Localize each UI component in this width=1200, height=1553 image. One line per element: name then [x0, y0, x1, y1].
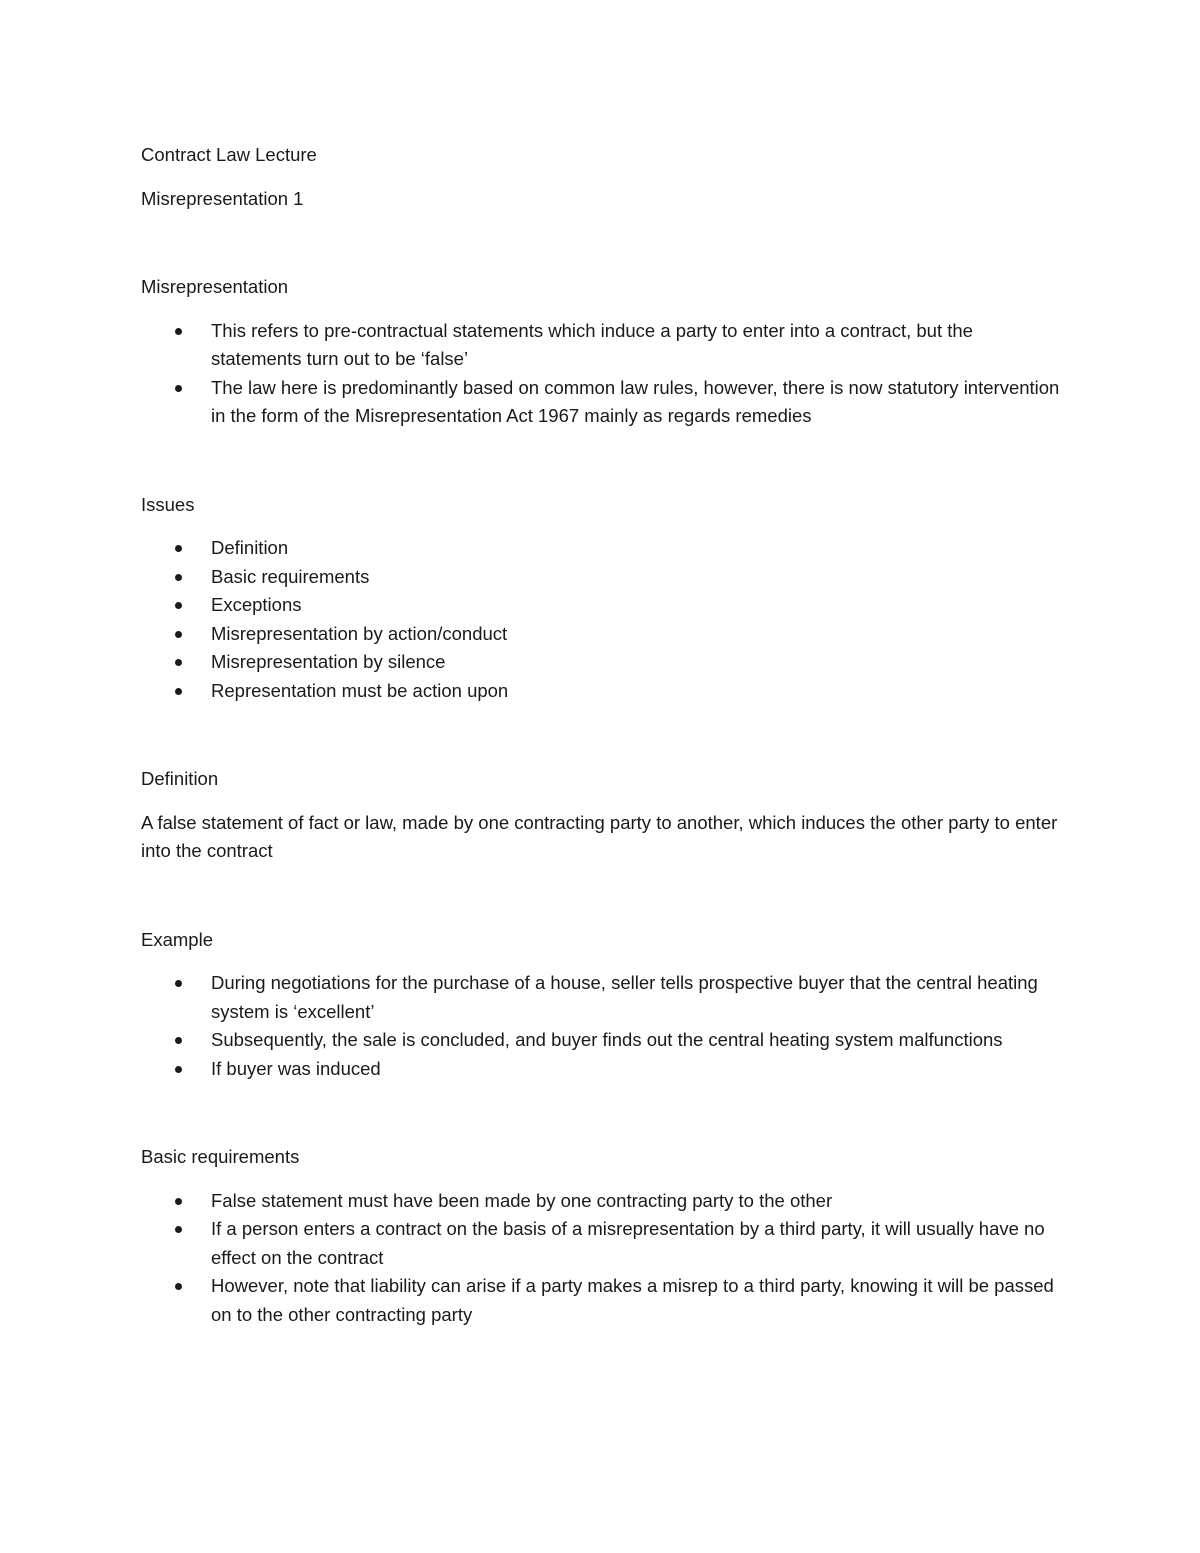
document-subtitle: Misrepresentation 1 — [141, 187, 304, 209]
list-item-text: If a person enters a contract on the basis of a misrepresentation by a third party, it will usually have no effect on the contract — [211, 1218, 1045, 1268]
bullet-icon — [175, 631, 182, 638]
section-heading-definition: Definition — [141, 768, 219, 789]
list-item-text: Definition — [211, 537, 289, 558]
list-item — [141, 620, 1061, 649]
list-item — [141, 317, 1061, 374]
list-item-text: Misrepresentation by action/conduct — [211, 622, 508, 644]
list-item — [141, 374, 1061, 431]
list-item-text: Representation must be action upon — [211, 679, 509, 701]
list-item-text: Subsequently, the sale is concluded, and buyer finds out the central heating system malfunctions — [211, 1029, 1003, 1050]
bullet-icon — [175, 602, 182, 609]
spacer — [141, 431, 1061, 491]
spacer — [141, 705, 1061, 765]
list-item — [141, 648, 1061, 677]
bullet-icon — [175, 1066, 182, 1073]
spacer — [141, 213, 1061, 273]
spacer — [141, 170, 1061, 185]
list-item — [141, 591, 1061, 620]
bullet-icon — [175, 385, 182, 392]
spacer — [141, 1172, 1061, 1187]
spacer — [141, 302, 1061, 317]
list-item — [141, 1272, 1061, 1329]
list-item — [141, 969, 1061, 1026]
section-heading-basic-requirements: Basic requirements — [141, 1146, 300, 1167]
bullet-icon — [175, 1226, 182, 1233]
list-item — [141, 1215, 1061, 1272]
list-item-text: However, note that liability can arise if a party makes a misrep to a third party, knowing it will be passed on to the other contracting party — [211, 1275, 1054, 1325]
bullet-icon — [175, 545, 182, 552]
list-item — [141, 1055, 1061, 1084]
basic-requirements-bullet-list — [141, 1187, 1061, 1330]
list-item-text: Basic requirements — [211, 565, 370, 587]
list-item-text: If buyer was induced — [211, 1057, 381, 1079]
bullet-icon — [175, 1283, 182, 1290]
spacer — [141, 954, 1061, 969]
list-item — [141, 563, 1061, 592]
bullet-icon — [175, 328, 182, 335]
list-item — [141, 677, 1061, 706]
list-item-text: The law here is predominantly based on common law rules, however, there is now statutory intervention in the form of the Misrepresentation Act 1967 mainly as regards remedies — [211, 376, 1060, 426]
list-item-text: This refers to pre-contractual statements which induce a party to enter into a contract, but the statements turn out to be ‘false’ — [211, 319, 973, 369]
bullet-icon — [175, 980, 182, 987]
bullet-icon — [175, 659, 182, 666]
document-body — [141, 141, 1061, 1329]
section-heading-misrepresentation: Misrepresentation — [141, 276, 289, 297]
section-heading-example: Example — [141, 928, 213, 950]
list-item — [141, 1026, 1061, 1055]
list-item — [141, 534, 1061, 563]
list-item-text: During negotiations for the purchase of a house, seller tells prospective buyer that the central heating system is ‘excellent’ — [211, 972, 1038, 1022]
list-item-text: False statement must have been made by one contracting party to the other — [211, 1189, 833, 1211]
spacer — [141, 866, 1061, 926]
spacer — [141, 519, 1061, 534]
list-item-text: Exceptions — [211, 594, 302, 615]
definition-paragraph: A false statement of fact or law, made by one contracting party to another, which induces the other party to enter into the contract — [141, 811, 1058, 861]
list-item — [141, 1187, 1061, 1216]
bullet-icon — [175, 688, 182, 695]
section-heading-issues: Issues — [141, 493, 195, 515]
example-bullet-list — [141, 969, 1061, 1083]
bullet-icon — [175, 1198, 182, 1205]
bullet-icon — [175, 1037, 182, 1044]
misrepresentation-bullet-list — [141, 317, 1061, 431]
document-title: Contract Law Lecture — [141, 144, 317, 165]
spacer — [141, 1083, 1061, 1143]
spacer — [141, 794, 1061, 809]
issues-bullet-list — [141, 534, 1061, 705]
list-item-text: Misrepresentation by silence — [211, 651, 446, 672]
bullet-icon — [175, 574, 182, 581]
